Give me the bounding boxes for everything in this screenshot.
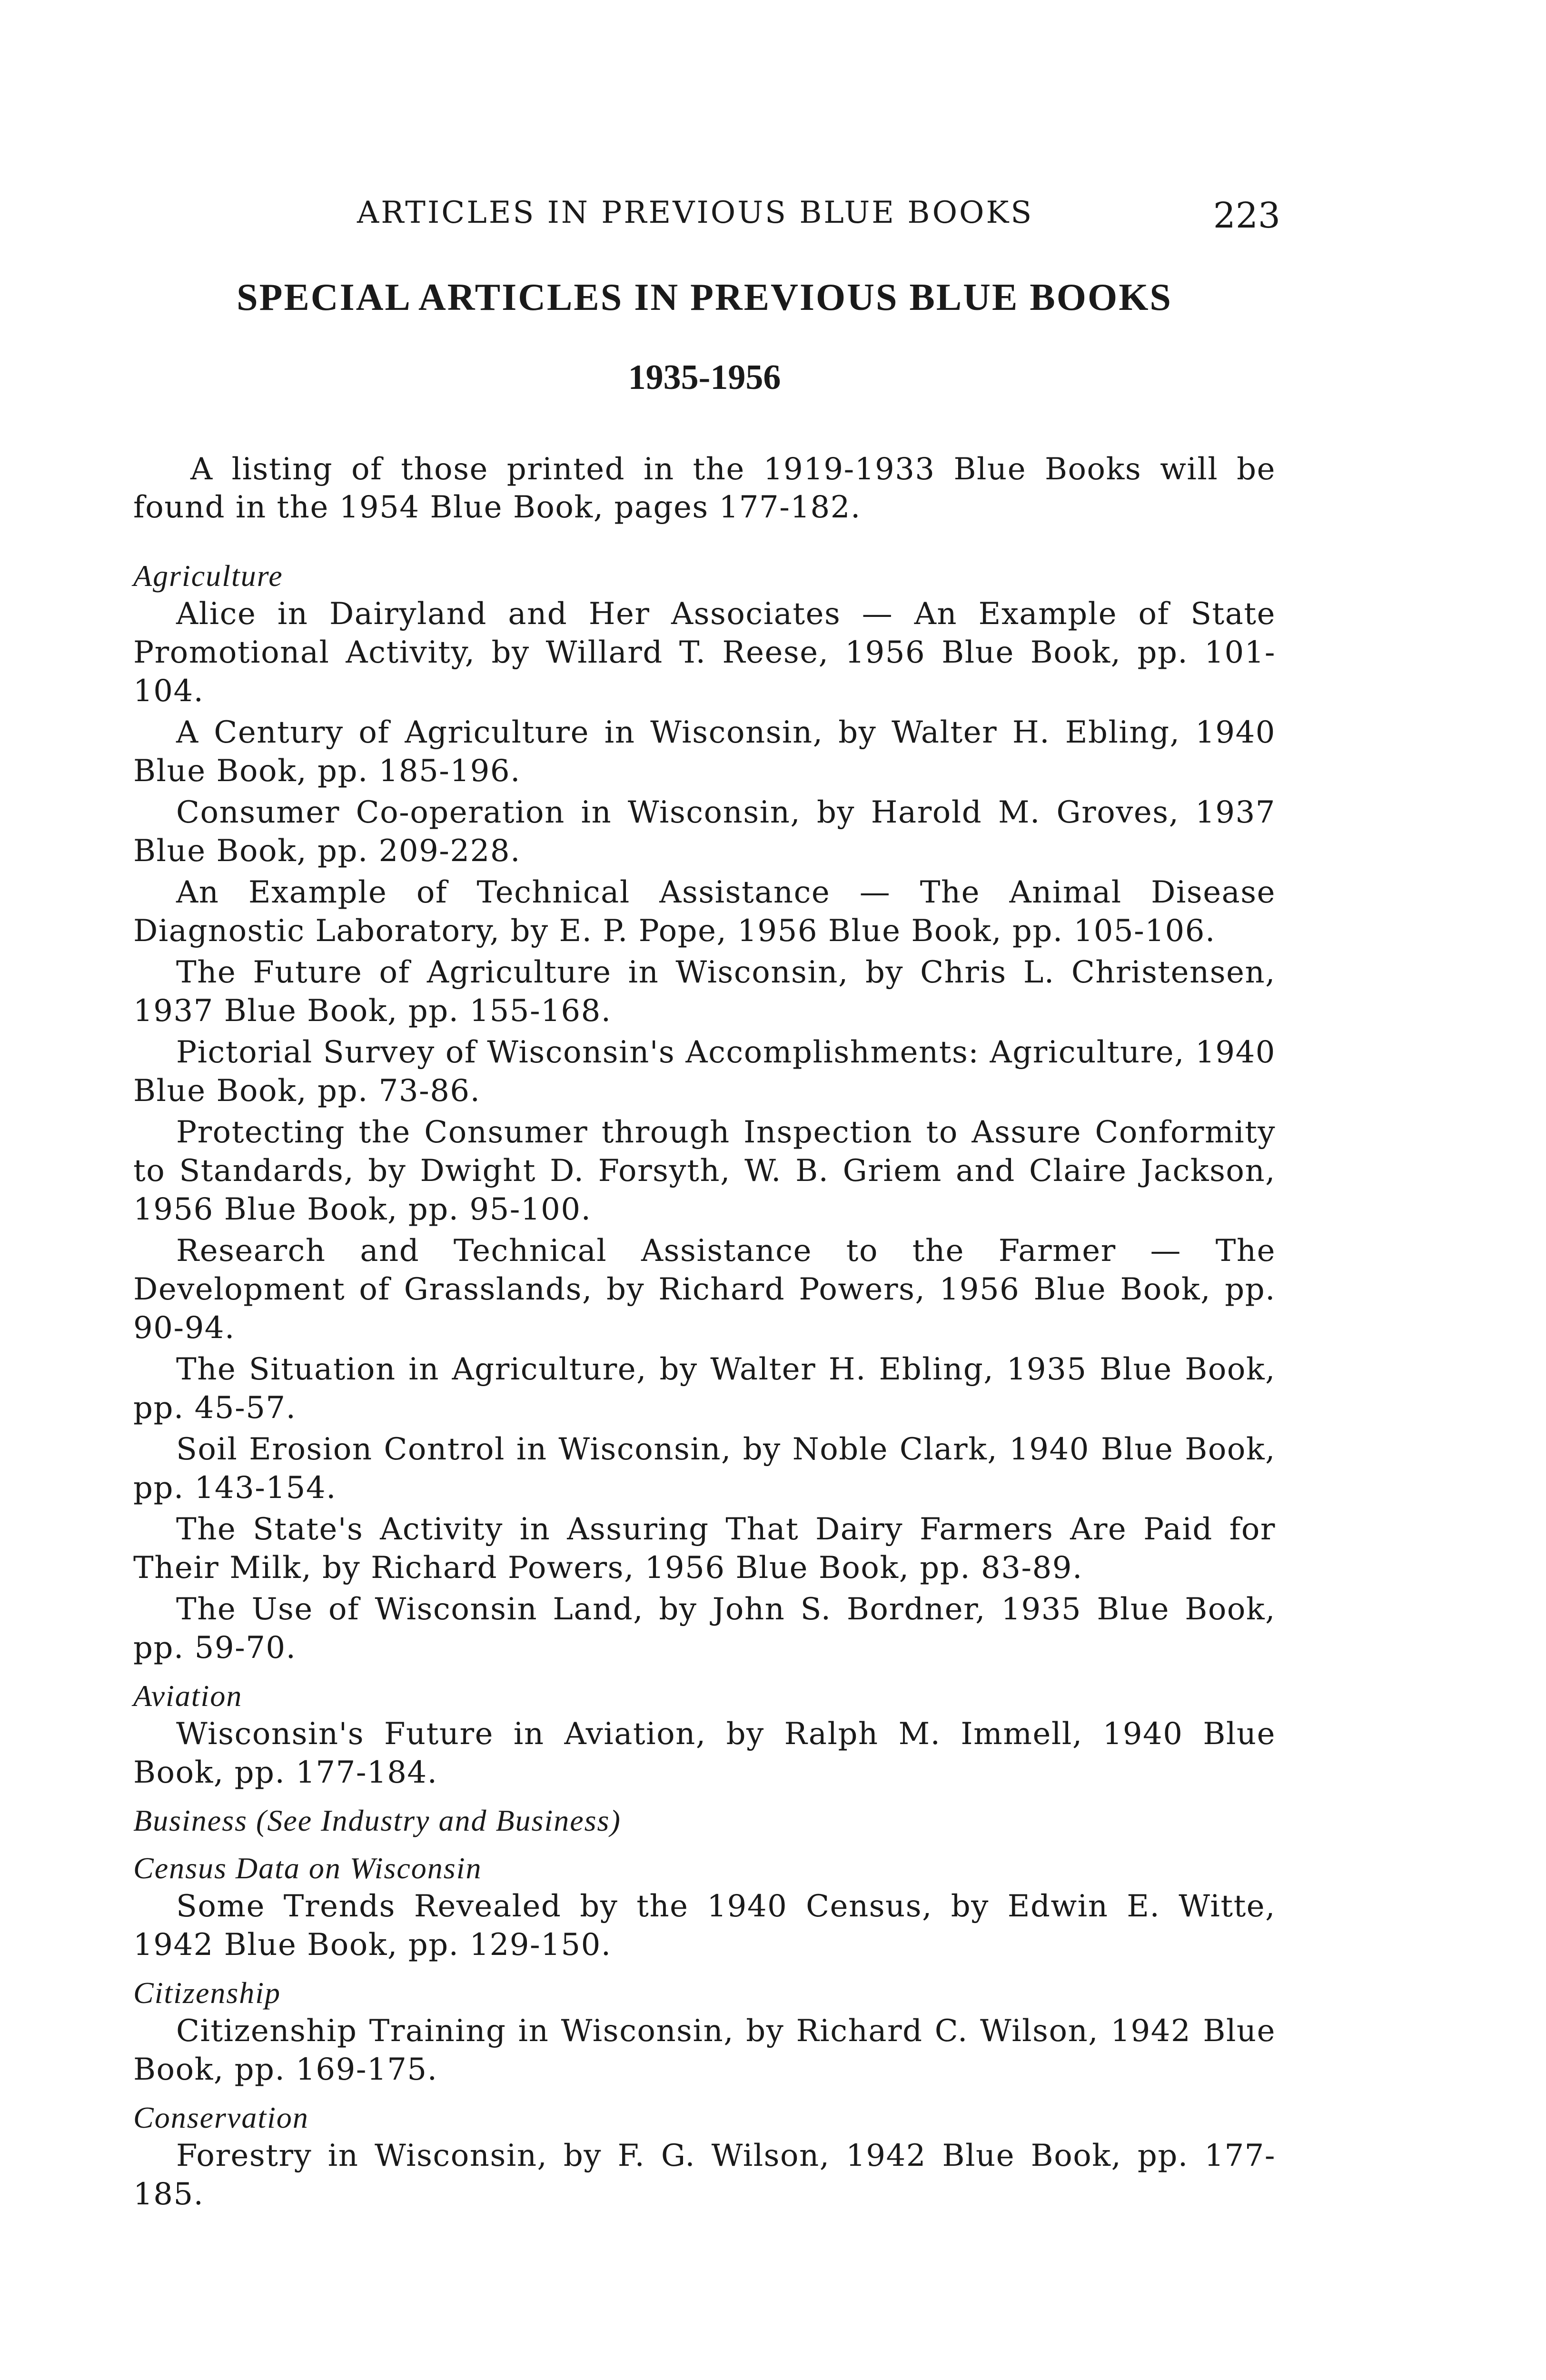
article-entry: Some Trends Revealed by the 1940 Census, by Edwin E. Witte, 1942 Blue Book, pp. 129-150. [133,1889,1276,1963]
section-heading: Conservation [133,2101,309,2134]
page-title: SPECIAL ARTICLES IN PREVIOUS BLUE BOOKS [237,277,1172,318]
article-entry: Pictorial Survey of Wisconsin's Accomplishments: Agriculture, 1940 Blue Book, pp. 73-86. [133,1035,1276,1109]
section-0 [133,557,1276,1667]
article-entry: Forestry in Wisconsin, by F. G. Wilson, 1942 Blue Book, pp. 177-185. [133,2138,1276,2212]
article-entry: A Century of Agriculture in Wisconsin, by Walter H. Ebling, 1940 Blue Book, pp. 185-196. [133,715,1276,789]
section-3 [133,1849,1276,1964]
section-heading: Agriculture [133,559,283,593]
article-entry: The State's Activity in Assuring That Dairy Farmers Are Paid for Their Milk, by Richard Powers, 1956 Blue Book, pp. 83-89. [133,1512,1276,1586]
section-heading: Citizenship [133,1976,281,2010]
article-entry: Citizenship Training in Wisconsin, by Richard C. Wilson, 1942 Blue Book, pp. 169-175. [133,2013,1276,2087]
article-entry: The Future of Agriculture in Wisconsin, by Chris L. Christensen, 1937 Blue Book, pp. 155-168. [133,955,1276,1029]
section-heading: Census Data on Wisconsin [133,1851,482,1885]
document-page [133,181,1280,2217]
intro-paragraph: A listing of those printed in the 1919-1933 Blue Books will be found in the 1954 Blue Book, pages 177-182. [133,452,1276,525]
article-entry: Soil Erosion Control in Wisconsin, by Noble Clark, 1940 Blue Book, pp. 143-154. [133,1432,1276,1506]
article-entry: Wisconsin's Future in Aviation, by Ralph M. Immell, 1940 Blue Book, pp. 177-184. [133,1716,1276,1790]
article-entry: Protecting the Consumer through Inspection to Assure Conformity to Standards, by Dwight D. Forsyth, W. B. Griem and Claire Jackson, 1956 Blue Book, pp. 95-100. [133,1115,1276,1227]
article-entry: Consumer Co-operation in Wisconsin, by Harold M. Groves, 1937 Blue Book, pp. 209-228. [133,795,1276,869]
section-heading: Business (See Industry and Business) [133,1804,621,1837]
page-number: 223 [1213,195,1280,236]
article-entry: The Use of Wisconsin Land, by John S. Bordner, 1935 Blue Book, pp. 59-70. [133,1592,1276,1666]
section-5 [133,2099,1276,2214]
article-entry: Research and Technical Assistance to the Farmer — The Development of Grasslands, by Richard Powers, 1956 Blue Book, pp. 90-94. [133,1233,1276,1346]
section-2 [133,1802,1276,1840]
year-range: 1935-1956 [628,358,781,397]
article-entry: The Situation in Agriculture, by Walter H. Ebling, 1935 Blue Book, pp. 45-57. [133,1352,1276,1426]
article-sections [133,557,1276,2214]
section-heading: Aviation [133,1679,243,1713]
running-header [133,181,1280,236]
section-1 [133,1677,1276,1792]
running-title: ARTICLES IN PREVIOUS BLUE BOOKS [357,195,1034,230]
section-4 [133,1974,1276,2089]
article-entry: Alice in Dairyland and Her Associates — An Example of State Promotional Activity, by Willard T. Reese, 1956 Blue Book, pp. 101-104. [133,596,1276,709]
article-entry: An Example of Technical Assistance — The Animal Disease Diagnostic Laboratory, by E. P. Pope, 1956 Blue Book, pp. 105-106. [133,875,1276,949]
